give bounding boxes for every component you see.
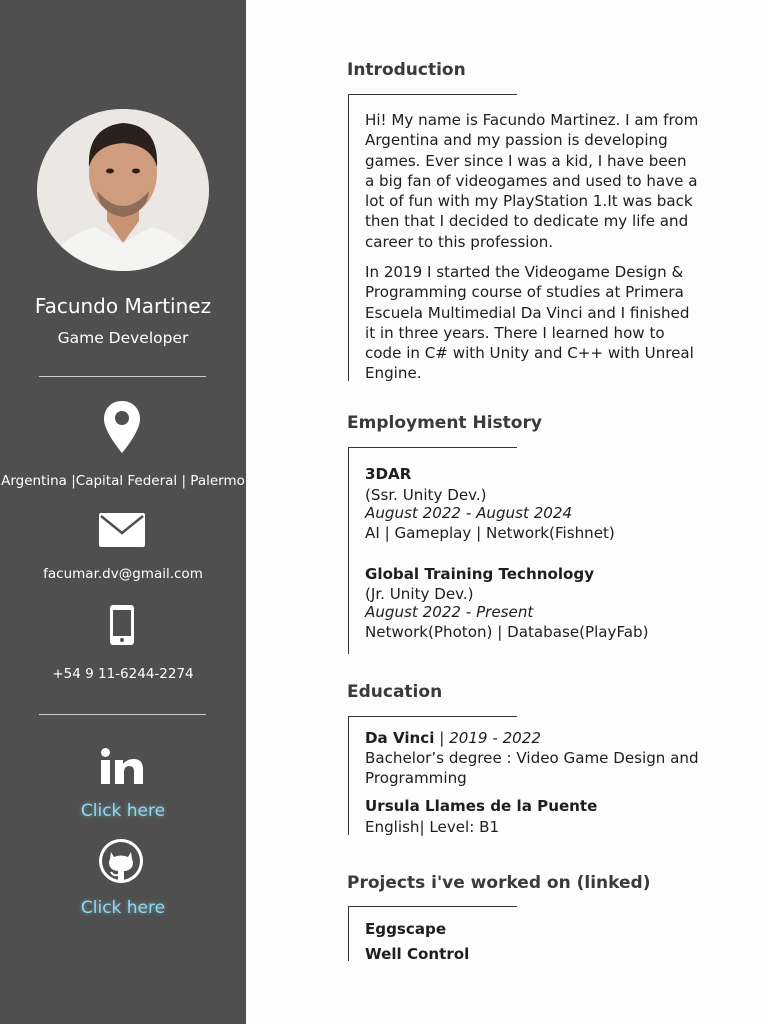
education-degree: Programming (365, 769, 467, 787)
job-company: Global Training Technology (365, 565, 595, 583)
github-icon[interactable] (99, 839, 143, 883)
linkedin-link[interactable]: Click here (80, 801, 166, 821)
map-pin-icon (103, 400, 141, 454)
profile-name: Facundo Martinez (34, 294, 212, 318)
job-dates: August 2022 - August 2024 (365, 504, 573, 522)
phone-icon (110, 605, 134, 645)
education-school: Da Vinci (365, 729, 435, 747)
profile-photo (37, 109, 209, 271)
sidebar (0, 0, 246, 1024)
education-separator: | (434, 729, 450, 747)
education-school: Ursula Llames de la Puente (365, 797, 598, 815)
job-company: 3DAR (365, 465, 412, 483)
education-school-row (365, 728, 541, 748)
linkedin-icon[interactable] (101, 748, 143, 784)
sidebar-divider (39, 376, 206, 377)
email-text[interactable]: facumar.dv@gmail.com (43, 566, 203, 582)
education-dates: 2019 - 2022 (449, 729, 541, 747)
sidebar-divider (39, 714, 206, 715)
projects-heading: Projects i've worked on (linked) (347, 873, 651, 893)
education-degree: English| Level: B1 (365, 818, 500, 836)
intro-paragraph-1: Hi! My name is Facundo Martinez. I am from Argentina and my passion is developing games. Ever since I was a kid, I have been a big fan of videogames and used to have a lot of fun with my PlayStation 1.It was back then that I decided to dedicate my life and career to this profession. (365, 111, 699, 251)
profile-title: Game Developer (57, 329, 189, 347)
job-skills: AI | Gameplay | Network(Fishnet) (365, 524, 615, 542)
github-link[interactable]: Click here (80, 898, 166, 918)
project-link-eggscape[interactable]: Eggscape (365, 920, 447, 938)
phone-text: +54 9 11-6244-2274 (52, 666, 194, 682)
intro-paragraph-2: In 2019 I started the Videogame Design & Programming course of studies at Primera Escuela Multimedial Da Vinci and I finished it in three years. There I learned how to code in C# with Unity and C++ with Unreal Engine. (365, 263, 694, 383)
employment-heading: Employment History (347, 413, 542, 433)
introduction-heading: Introduction (347, 60, 466, 80)
project-link-well-control[interactable]: Well Control (365, 945, 470, 963)
job-skills: Network(Photon) | Database(PlayFab) (365, 623, 649, 641)
avatar (37, 109, 209, 271)
job-dates: August 2022 - Present (365, 603, 534, 621)
education-heading: Education (347, 682, 443, 702)
job-role: (Jr. Unity Dev.) (365, 585, 474, 603)
job-role: (Ssr. Unity Dev.) (365, 486, 487, 504)
envelope-icon (99, 513, 145, 547)
education-degree: Bachelor’s degree : Video Game Design and (365, 749, 699, 767)
location-text: Argentina |Capital Federal | Palermo (1, 473, 245, 489)
